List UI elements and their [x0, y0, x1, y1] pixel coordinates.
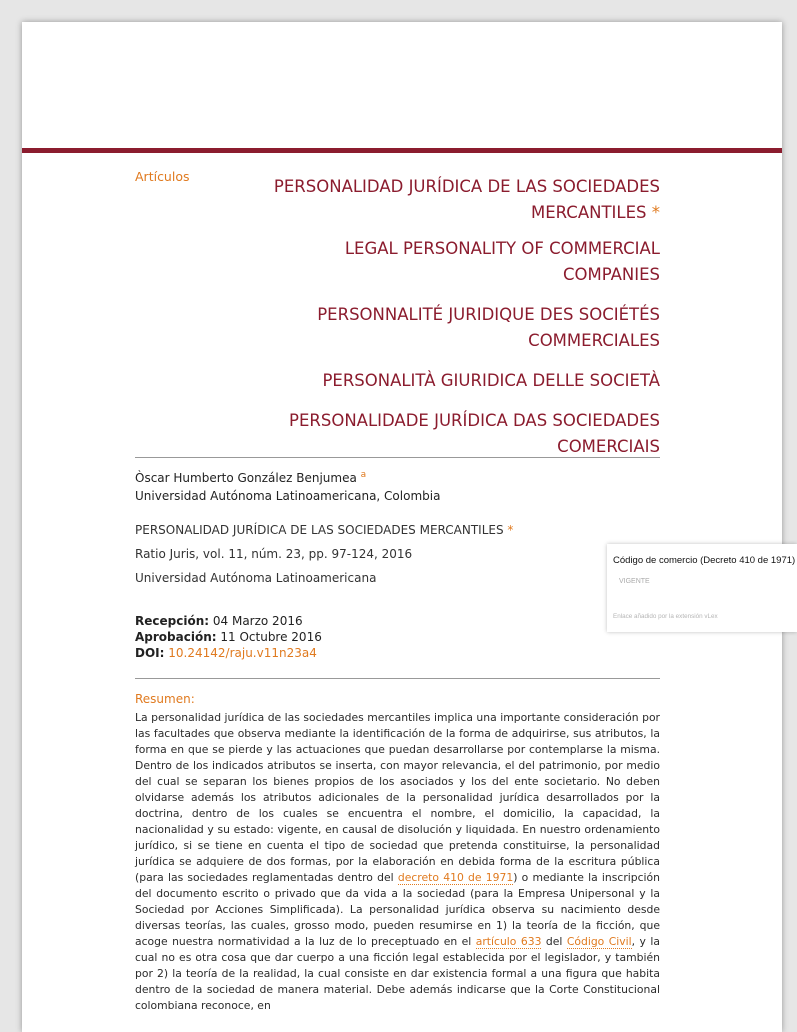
- title-english: LEGAL PERSONALITY OF COMMERCIAL COMPANIES: [344, 239, 660, 284]
- decreto-link[interactable]: decreto 410 de 1971: [397, 871, 514, 884]
- header-rule: [22, 148, 782, 153]
- dates-block: [135, 613, 322, 661]
- popup-status: VIGENTE: [619, 578, 650, 585]
- abstract-text: La personalidad jurídica de las sociedades mercantiles implica una importante consideración por las facultades que observa mediante la identificación de la forma de adquirirse, sus atributos, la forma en que se pierde y las actuaciones que puedan desarrollarse por contemplarse la misma. Dentro de los indicados atributos se inserta, con mayor relevancia, el del patrimonio, por medio del cual se separan los bienes propios de los asociados y los del ente societario. No deben olvidarse además los atributos adicionales de la personalidad jurídica desarrollados por la doctrina, dentro de los cuales se encuentra el nombre, el domicilio, la capacidad, la nacionalidad y su estado: vigente, en causal de disolución y liquidada. En nuestro ordenamiento jurídico, si se tiene en cuenta el tipo de sociedad que pretenda constituirse, la personalidad jurídica se adquiere de dos formas, por la elaboración en debida forma de la escritura pública (para las sociedades reglamentadas dentro del decreto 410 de 1971) o mediante la inscripción del documento escrito o privado que da vida a la sociedad (para la Empresa Unipersonal y la Sociedad por Acciones Simplificada). La personalidad jurídica observa su nacimiento desde diversas teorías, las cuales, grosso modo, pueden resumirse en 1) la teoría de la ficción, que acoge nuestra normatividad a la luz de lo preceptuado en el artículo 633 del Código Civil, y la cual no es otra cosa que dar cuerpo a una ficción legal establecida por el legislador, y también por 2) la teoría de la realidad, la cual consiste en dar existencia formal a una figura que habita dentro de la sociedad de manera material. Debe además indicarse que la Corte Constitucional colombiana reconoce, en: [135, 711, 661, 1012]
- citation-block: [135, 521, 513, 593]
- approval-date: 11 Octubre 2016: [220, 630, 322, 644]
- codigo-civil-link[interactable]: Código Civil: [566, 935, 632, 948]
- author-block: [135, 466, 440, 505]
- citation-journal: Ratio Juris, vol. 11, núm. 23, pp. 97-124, 2016: [135, 547, 413, 561]
- reception-date: 04 Marzo 2016: [212, 614, 303, 628]
- doi-line: DOI: 10.24142/raju.v11n23a4: [135, 646, 317, 660]
- doi-link[interactable]: 10.24142/raju.v11n23a4: [168, 646, 317, 660]
- author-name-line: [135, 466, 440, 487]
- citation-publisher: Universidad Autónoma Latinoamericana: [135, 571, 377, 585]
- document-page: [22, 22, 796, 1032]
- title-spanish: PERSONALIDAD JURÍDICA DE LAS SOCIEDADES MERCANTILES *: [273, 177, 660, 222]
- articulo-link[interactable]: artículo 633: [475, 935, 542, 948]
- divider: [135, 457, 660, 458]
- section-label: Artículos: [135, 169, 190, 184]
- title-french: PERSONNALITÉ JURIDIQUE DES SOCIÉTÉS COMMERCIALES: [317, 305, 660, 350]
- vlex-link-popup[interactable]: [607, 544, 797, 632]
- citation-title-line: [135, 521, 513, 545]
- abstract-heading: Resumen:: [135, 692, 195, 706]
- title-footnote-star[interactable]: *: [651, 203, 660, 222]
- citation-title: PERSONALIDAD JURÍDICA DE LAS SOCIEDADES MERCANTILES: [135, 523, 504, 537]
- author-affiliation: Universidad Autónoma Latinoamericana, Colombia: [135, 489, 441, 503]
- reception-line: Recepción: 04 Marzo 2016: [135, 614, 303, 628]
- title-portuguese: PERSONALIDADE JURÍDICA DAS SOCIEDADES COMERCIAIS: [289, 411, 660, 456]
- author-name: Òscar Humberto González Benjumea: [135, 471, 357, 485]
- divider: [135, 678, 660, 679]
- title-italian: PERSONALITÀ GIURIDICA DELLE SOCIETÀ: [322, 371, 660, 390]
- approval-line: Aprobación: 11 Octubre 2016: [135, 630, 322, 644]
- popup-title[interactable]: Código de comercio (Decreto 410 de 1971): [613, 555, 796, 566]
- popup-note: Enlace añadido por la extensión vLex: [613, 613, 718, 620]
- author-affiliation-marker[interactable]: a: [360, 470, 367, 480]
- title-block: [252, 174, 660, 460]
- citation-footnote-star[interactable]: *: [507, 523, 514, 537]
